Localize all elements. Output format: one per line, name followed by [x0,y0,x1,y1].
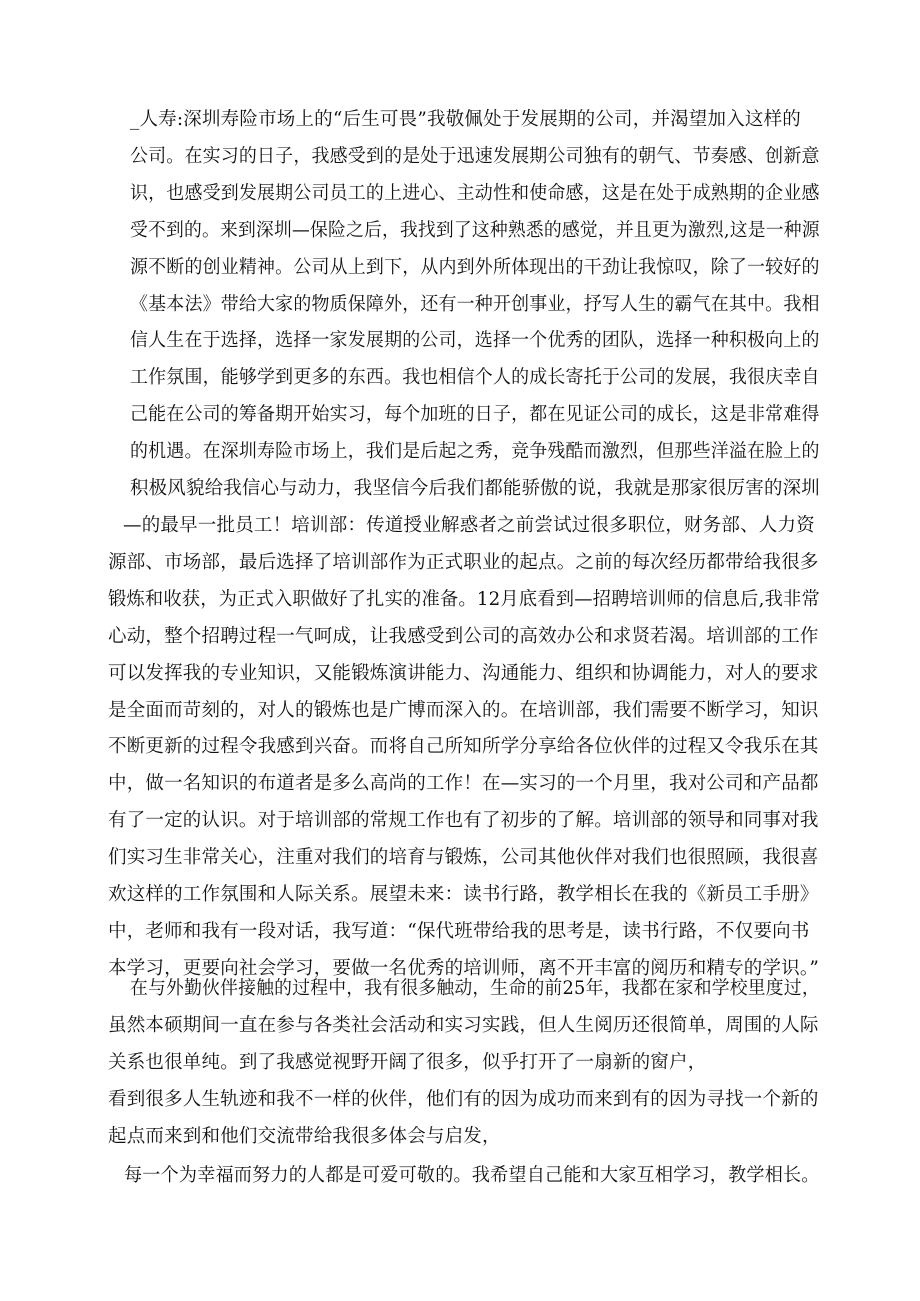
text-line: 锻炼和收获，为正式入职做好了扎实的准备。12月底看到—招聘培训师的信息后,我非常 [108,588,820,610]
text-line: 源不断的创业精神。公司从上到下，从内到外所体现出的干劲让我惊叹，除了一较好的 [130,256,820,278]
text-line: 己能在公司的筹备期开始实习，每个加班的日子，都在见证公司的成长，这是非常难得 [130,404,820,426]
text-line: 不断更新的过程令我感到兴奋。而将自己所知所学分享给各位伙伴的过程又令我乐在其 [108,736,819,758]
text-line: —的最早一批员工！培训部：传道授业解惑者之前尝试过很多职位，财务部、人力资 [123,515,815,536]
text-line: 心动，整个招聘过程一气呵成，让我感受到公司的高效办公和求贤若渴。培训部的工作 [108,625,819,647]
text-line: _人寿:深圳寿险市场上的“后生可畏”我敬佩处于发展期的公司，并渴望加入这样的 [130,109,802,130]
text-line: 信人生在于选择，选择一家发展期的公司，选择一个优秀的团队，选择一种积极向上的 [130,330,820,352]
text-line: 每一个为幸福而努力的人都是可爱可敬的。我希望自己能和大家互相学习，教学相长。 [124,1165,820,1186]
text-line: 欢这样的工作氛围和人际关系。展望未来：读书行路，教学相长在我的《新员工手册》 [108,884,819,905]
text-line: 积极风貌给我信心与动力，我坚信今后我们都能骄傲的说，我就是那家很厉害的深圳 [130,478,820,499]
text-line: 在与外勤伙伴接触的过程中，我有很多触动，生命的前25年，我都在家和学校里度过， [130,978,820,999]
text-line: 《基本法》带给大家的物质保障外，还有一种开创事业，抒写人生的霸气在其中。我相 [130,293,820,315]
text-line: 可以发挥我的专业知识，又能锻炼演讲能力、沟通能力、组织和协调能力，对人的要求 [108,662,819,684]
text-line: 公司。在实习的日子，我感受到的是处于迅速发展期公司独有的朝气、节奏感、创新意 [130,145,820,167]
text-line: 识，也感受到发展期公司员工的上进心、主动性和使命感，这是在处于成熟期的企业感 [130,182,820,204]
text-line: 关系也很单纯。到了我感觉视野开阔了很多，似乎打开了一扇新的窗户， [108,1051,707,1073]
text-line: 源部、市场部，最后选择了培训部作为正式职业的起点。之前的每次经历都带给我很多 [108,551,819,573]
text-line: 起点而来到和他们交流带给我很多体会与启发， [108,1125,501,1147]
text-line: 本学习，更要向社会学习，要做一名优秀的培训师，离不开丰富的阅历和精专的学识。” [108,957,820,979]
text-line: 虽然本硕期间一直在参与各类社会活动和实习实践，但人生阅历还很简单，周围的人际 [108,1014,819,1036]
text-line: 们实习生非常关心，注重对我们的培育与锻炼，公司其他伙伴对我们也很照顾，我很喜 [108,847,819,869]
text-line: 受不到的。来到深圳—保险之后，我找到了这种熟悉的感觉，并且更为激烈,这是一种源 [130,219,820,241]
text-line: 工作氛围，能够学到更多的东西。我也相信个人的成长寄托于公司的发展，我很庆幸自 [130,367,820,389]
text-line: 看到很多人生轨迹和我不一样的伙伴，他们有的因为成功而来到有的因为寻找一个新的 [108,1088,819,1110]
text-line: 有了一定的认识。对于培训部的常规工作也有了初步的了解。培训部的领导和同事对我 [108,810,819,832]
text-line: 的机遇。在深圳寿险市场上，我们是后起之秀，竞争残酷而激烈，但那些洋溢在脸上的 [130,441,820,463]
text-line: 是全面而苛刻的，对人的锻炼也是广博而深入的。在培训部，我们需要不断学习，知识 [108,699,819,721]
text-line: 中，做一名知识的布道者是多么高尚的工作！在—实习的一个月里，我对公司和产品都 [108,773,819,795]
text-line: 中，老师和我有一段对话，我写道：“保代班带给我的思考是，读书行路，不仅要向书 [108,920,810,942]
